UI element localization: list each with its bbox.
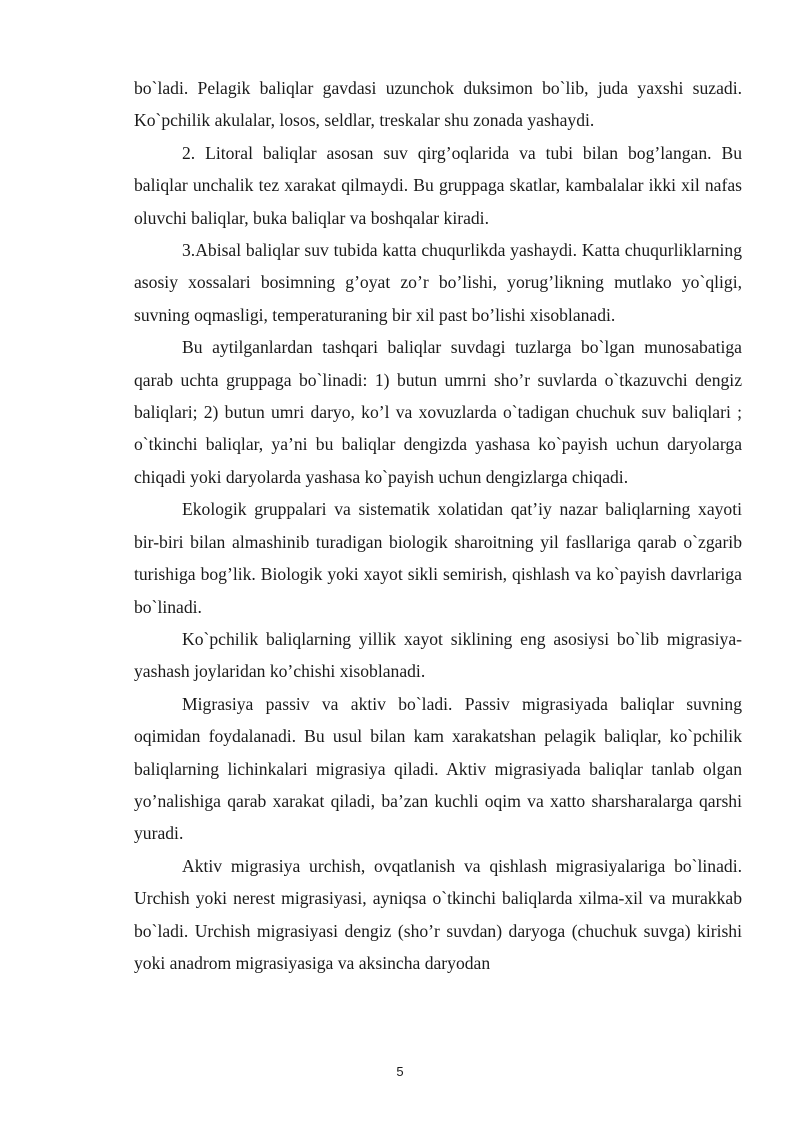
document-body [134,72,742,979]
paragraph-5: Ekologik gruppalari va sistematik xolatidan qat’iy nazar baliqlarning xayoti bir-biri bilan almashinib turadigan biologik sharoitning yil fasllariga qarab o`zgarib turishiga bog’lik. Biologik yoki xayot sikli semirish, qishlash va ko`payish davrlariga bo`linadi. [134,499,742,617]
paragraph-4: Bu aytilganlardan tashqari baliqlar suvdagi tuzlarga bo`lgan munosabatiga qarab uchta gruppaga bo`linadi: 1) butun umrni sho’r suvlarda o`tkazuvchi dengiz baliqlari; 2) butun umri daryo, ko’l va xovuzlarda o`tadigan chuchuk suv baliqlari ; o`tkinchi baliqlar, ya’ni bu baliqlar dengizda yashasa ko`payish uchun daryolarga chiqadi yoki daryolarda yashasa ko`payish uchun dengizlarga chiqadi. [134,337,742,487]
page-number: 5 [396,1064,404,1079]
paragraph-3: 3.Abisal baliqlar suv tubida katta chuqurlikda yashaydi. Katta chuqurliklarning asosiy xossalari bosimning g’oyat zo’r bo’lishi, yorug’likning mutlako yo`qligi, suvning oqmasligi, temperaturaning bir xil past bo’lishi xisoblanadi. [134,240,742,325]
paragraph-1: bo`ladi. Pelagik baliqlar gavdasi uzunchok duksimon bo`lib, juda yaxshi suzadi. Ko`pchilik akulalar, losos, seldlar, treskalar shu zonada yashaydi. [134,78,742,131]
paragraph-7: Migrasiya passiv va aktiv bo`ladi. Passiv migrasiyada baliqlar suvning oqimidan foydalanadi. Bu usul bilan kam xarakatshan pelagik baliqlar, ko`pchilik baliqlarning lichinkalari migrasiya qiladi. Aktiv migrasiyada baliqlar tanlab olgan yo’nalishiga qarab xarakat qiladi, ba’zan kuchli oqim va xatto sharsharalarga qarshi yuradi. [134,693,742,844]
paragraph-6: Ko`pchilik baliqlarning yillik xayot siklining eng asosiysi bo`lib migrasiya- yashash joylaridan ko’chishi xisoblanadi. [134,628,742,682]
paragraph-8: Aktiv migrasiya urchish, ovqatlanish va qishlash migrasiyalariga bo`linadi. Urchish yoki nerest migrasiyasi, ayniqsa o`tkinchi baliqlarda xilma-xil va murakkab bo`ladi. Urchish migrasiyasi dengiz (sho’r suvdan) daryoga (chuchuk suvga) kirishi yoki anadrom migrasiyasiga va aksincha daryodan [134,855,742,973]
paragraph-2: 2. Litoral baliqlar asosan suv qirg’oqlarida va tubi bilan bog’langan. Bu baliqlar unchalik tez xarakat qilmaydi. Bu gruppaga skatlar, kambalalar ikki xil nafas oluvchi baliqlar, buka baliqlar va boshqalar kiradi. [134,142,742,228]
